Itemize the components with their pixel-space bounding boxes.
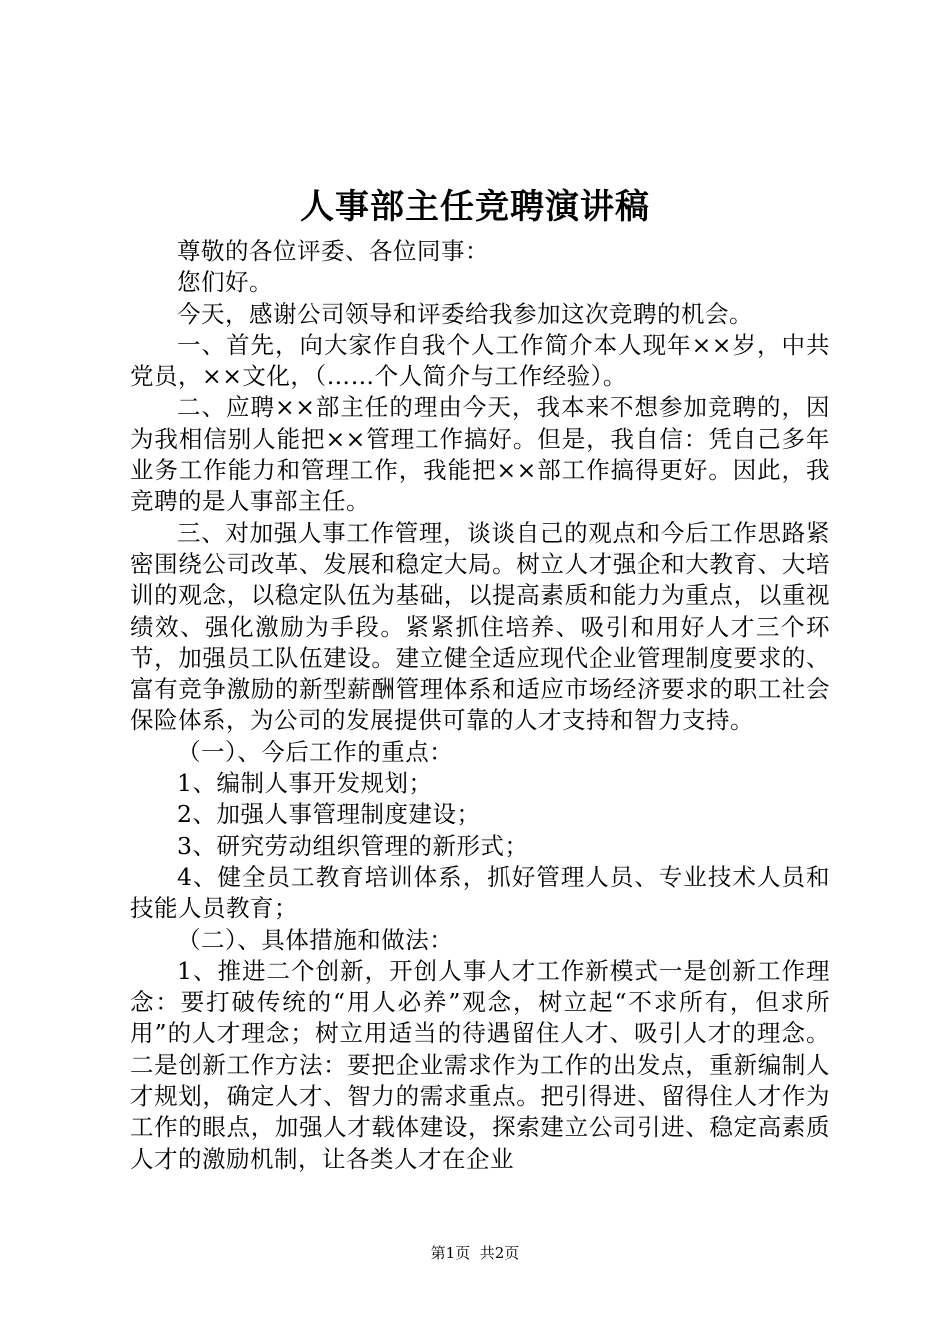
section-heading-focus: （一）、今后工作的重点： bbox=[177, 737, 454, 766]
paragraph-self-intro: 一、首先，向大家作自我个人工作简介本人现年××岁，中共党员，××文化，（……个人简介与工作经验）。 bbox=[130, 330, 830, 391]
paragraph-measure-1: 1、推进二个创新，开创人事人才工作新模式一是创新工作理念：要打破传统的“用人必养”观念，树立起“不求所有，但求所用”的人才理念；树立用适当的待遇留住人才、吸引人才的理念。二是创新工作方法：要把企业需求作为工作的出发点，重新编制人才规划，确定人才、智力的需求重点。把引得进、留得住人才作为工作的眼点，加强人才载体建设，探索建立公司引进、稳定高素质人才的激励机制，让各类人才在企业 bbox=[130, 956, 830, 1173]
list-item: 1、编制人事开发规划； bbox=[177, 769, 433, 798]
page-footer bbox=[0, 1243, 950, 1263]
paragraph-thanks: 今天，感谢公司领导和评委给我参加这次竞聘的机会。 bbox=[177, 299, 753, 328]
paragraph-salutation: 尊敬的各位评委、各位同事： bbox=[177, 237, 489, 265]
footer-spacer bbox=[470, 1244, 480, 1262]
page-total: 共2页 bbox=[479, 1244, 520, 1262]
paragraph-views: 三、对加强人事工作管理，谈谈自己的观点和今后工作思路紧密围绕公司改革、发展和稳定大局。树立人才强企和大教育、大培训的观念，以稳定队伍为基础，以提高素质和能力为重点，以重视绩效、强化激励为手段。紧紧抓住培养、吸引和用好人才三个环节，加强员工队伍建设。建立健全适应现代企业管理制度要求的、富有竞争激励的新型薪酬管理体系和适应市场经济要求的职工社会保险体系，为公司的发展提供可靠的人才支持和智力支持。 bbox=[130, 518, 830, 735]
document-title: 人事部主任竞聘演讲稿 bbox=[300, 187, 650, 227]
list-item: 4、健全员工教育培训体系，抓好管理人员、专业技术人员和技能人员教育； bbox=[130, 862, 830, 923]
page-number: 第1页 bbox=[430, 1244, 471, 1262]
document-body bbox=[130, 236, 830, 1175]
section-heading-measures: （二）、具体措施和做法： bbox=[177, 925, 454, 954]
paragraph-reason: 二、应聘××部主任的理由今天，我本来不想参加竞聘的，因为我相信别人能把××管理工作搞好。但是，我自信：凭自己多年业务工作能力和管理工作，我能把××部工作搞得更好。因此，我竞聘的是人事部主任。 bbox=[130, 393, 830, 516]
list-item: 2、加强人事管理制度建设； bbox=[177, 800, 481, 829]
paragraph-greeting: 您们好。 bbox=[177, 268, 273, 297]
list-item: 3、研究劳动组织管理的新形式； bbox=[177, 831, 529, 860]
